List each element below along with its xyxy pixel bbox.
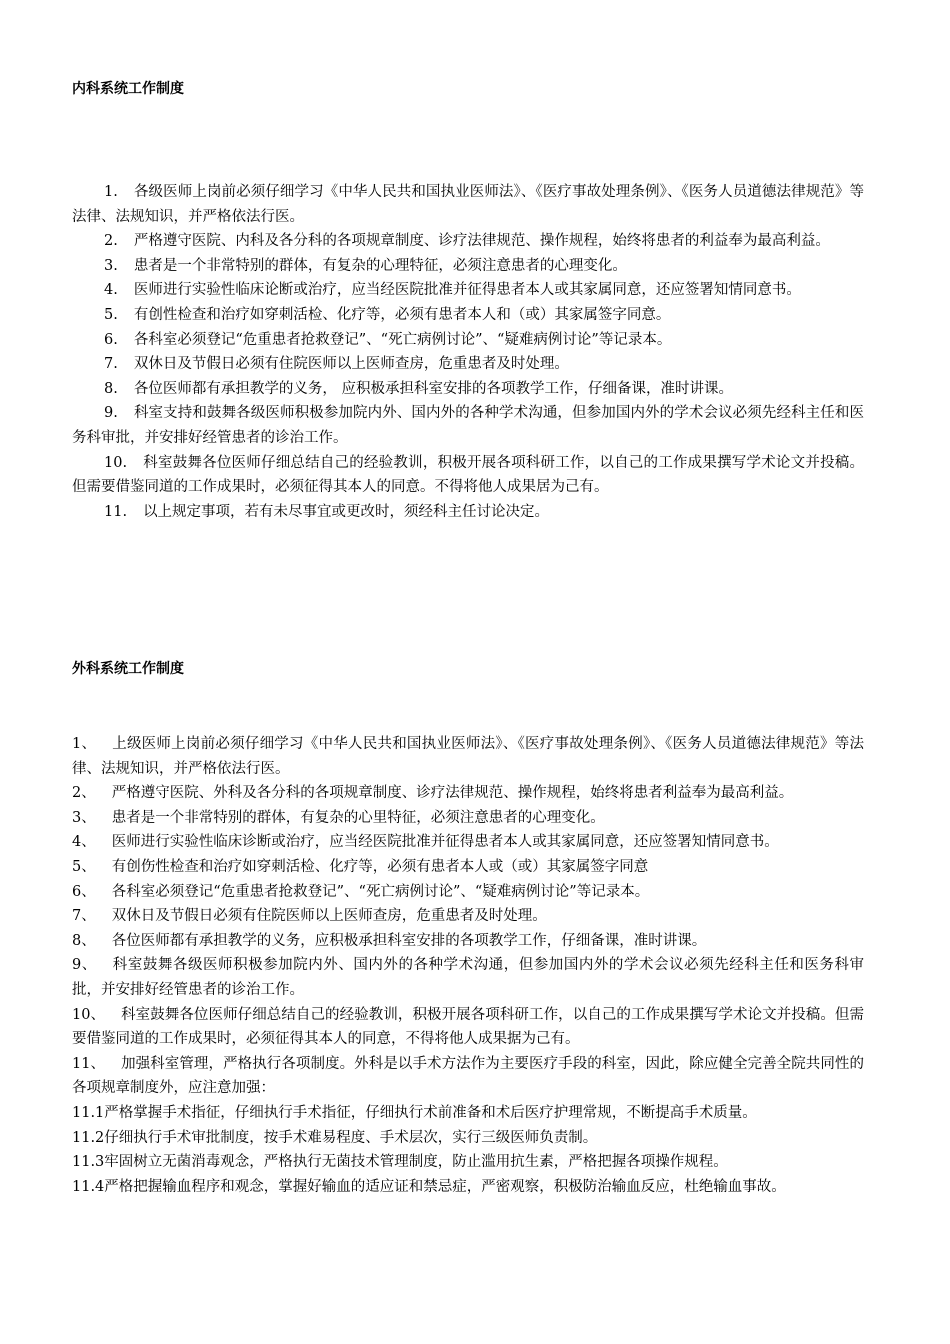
rule-number: 11.3 [72, 1154, 105, 1171]
rule-number: 1. [104, 184, 118, 200]
rule-number: 5. [104, 306, 118, 323]
rule-item [72, 451, 864, 500]
rule-subitem [72, 1150, 864, 1175]
rule-number: 9. [104, 405, 118, 422]
rule-text: 双休日及节假日必须有住院医师以上医师查房，危重患者及时处理。 [133, 356, 569, 373]
rule-number: 6、 [72, 883, 96, 900]
rule-text: 各科室必须登记“危重患者抢救登记”、“死亡病例讨论”、“疑难病例讨论”等记录本。 [111, 883, 650, 900]
rule-number: 3. [104, 257, 118, 274]
rule-number: 8、 [72, 932, 96, 949]
rule-number: 1、 [72, 736, 97, 752]
rule-text: 有创伤性检查和治疗如穿刺活检、化疗等，必须有患者本人或（或）其家属签字同意 [111, 858, 649, 875]
rule-item [72, 303, 864, 328]
rule-item [72, 254, 864, 279]
rule-number: 11. [104, 503, 128, 520]
rule-item [72, 328, 864, 353]
rule-number: 10. [104, 454, 128, 471]
rule-text: 各位医师都有承担教学的义务， 应积极承担科室安排的各项教学工作，仔细备课，准时讲课。 [133, 380, 733, 397]
rule-number: 7. [104, 356, 118, 373]
rule-item [72, 732, 864, 781]
rule-item [72, 180, 864, 229]
section-title-surgery: 外科系统工作制度 [72, 661, 184, 677]
rule-item [72, 781, 864, 806]
rule-item [72, 806, 864, 831]
rule-number: 11.4 [72, 1178, 105, 1195]
rule-item [72, 953, 864, 1002]
rule-item [72, 1003, 864, 1052]
rule-text: 以上规定事项，若有未尽事宜或更改时，须经科主任讨论决定。 [143, 503, 550, 520]
rule-item [72, 377, 864, 402]
rule-number: 4. [104, 282, 118, 299]
rule-number: 8. [104, 380, 118, 397]
rule-item [72, 401, 864, 450]
rule-number: 10、 [72, 1006, 106, 1023]
rule-number: 2、 [72, 785, 96, 802]
rule-text: 有创性检查和治疗如穿刺活检、化疗等，必须有患者本人和（或）其家属签字同意。 [133, 306, 671, 323]
rule-number: 3、 [72, 809, 96, 826]
rule-text: 双休日及节假日必须有住院医师以上医师查房，危重患者及时处理。 [111, 908, 547, 925]
rule-number: 11.2 [72, 1129, 105, 1146]
rule-text: 科室鼓舞各位医师仔细总结自己的经验教训，积极开展各项科研工作，以自己的工作成果撰写学术论文并投稿。但需要借鉴同道的工作成果时，必须征得其本人的同意。不得将他人成果居为己有。 [72, 454, 864, 496]
rule-subitem [72, 1175, 864, 1200]
rule-number: 9、 [72, 957, 97, 974]
rule-item [72, 352, 864, 377]
rule-item [72, 830, 864, 855]
rule-text: 医师进行实验性临床诊断或治疗，应当经医院批准并征得患者本人或其家属同意，还应签署知情同意书。 [111, 834, 779, 851]
rule-item [72, 1052, 864, 1101]
rule-number: 4、 [72, 834, 96, 851]
rule-text: 严格遵守医院、外科及各分科的各项规章制度、诊疗法律规范、操作规程，始终将患者利益奉为最高利益。 [111, 785, 794, 802]
rule-item [72, 500, 864, 525]
rule-number: 11、 [72, 1055, 106, 1072]
rule-text: 患者是一个非常特别的群体，有复杂的心理特征，必须注意患者的心理变化。 [133, 257, 627, 274]
rule-text: 科室鼓舞各位医师仔细总结自己的经验教训，积极开展各项科研工作，以自己的工作成果撰写学术论文并投稿。但需要借鉴同道的工作成果时，必须征得其本人的同意，不得将他人成果据为己有。 [72, 1006, 864, 1048]
rule-text: 严格掌握手术指征，仔细执行手术指征，仔细执行术前准备和术后医疗护理常规，不断提高手术质量。 [104, 1104, 757, 1121]
rule-item [72, 880, 864, 905]
rule-text: 各科室必须登记“危重患者抢救登记”、“死亡病例讨论”、“疑难病例讨论”等记录本。 [133, 331, 672, 348]
rule-item [72, 855, 864, 880]
rule-text: 各位医师都有承担教学的义务，应积极承担科室安排的各项教学工作，仔细备课，准时讲课。 [111, 932, 707, 949]
internal-medicine-rules [72, 180, 864, 524]
section-title-internal-medicine: 内科系统工作制度 [72, 81, 184, 97]
rule-text: 科室支持和鼓舞各级医师积极参加院内外、国内外的各种学术沟通，但参加国内外的学术会议必须先经科主任和医务科审批，并安排好经管患者的诊治工作。 [72, 405, 864, 446]
rule-text: 严格遵守医院、内科及各分科的各项规章制度、诊疗法律规范、操作规程，始终将患者的利益奉为最高利益。 [133, 233, 830, 250]
rule-text: 各级医师上岗前必须仔细学习《中华人民共和国执业医师法》、《医疗事故处理条例》、《医务人员道德法律规范》等法律、法规知识，并严格依法行医。 [72, 184, 864, 225]
rule-number: 7、 [72, 908, 96, 925]
rule-text: 患者是一个非常特别的群体，有复杂的心里特征，必须注意患者的心理变化。 [111, 809, 605, 826]
rule-item [72, 904, 864, 929]
rule-text: 上级医师上岗前必须仔细学习《中华人民共和国执业医师法》、《医疗事故处理条例》、《医务人员道德法律规范》等法律、法规知识，并严格依法行医。 [72, 736, 864, 777]
rule-text: 医师进行实验性临床论断或治疗，应当经医院批准并征得患者本人或其家属同意，还应签署知情同意书。 [133, 282, 801, 299]
rule-item [72, 929, 864, 954]
rule-number: 6. [104, 331, 118, 348]
surgery-rules [72, 732, 864, 1199]
rule-text: 严格把握输血程序和观念，掌握好输血的适应证和禁忌症，严密观察，积极防治输血反应，杜绝输血事故。 [104, 1178, 786, 1195]
rule-item [72, 278, 864, 303]
rule-subitem [72, 1101, 864, 1126]
rule-number: 11.1 [72, 1104, 105, 1121]
rule-text: 仔细执行手术审批制度，按手术难易程度、手术层次，实行三级医师负责制。 [104, 1129, 598, 1146]
rule-text: 科室鼓舞各级医师积极参加院内外、国内外的各种学术沟通，但参加国内外的学术会议必须先经科主任和医务科审批，并安排好经管患者的诊治工作。 [72, 957, 864, 998]
rule-number: 2. [104, 233, 118, 250]
rule-text: 加强科室管理，严格执行各项制度。外科是以手术方法作为主要医疗手段的科室，因此，除应健全完善全院共同性的各项规章制度外，应注意加强： [72, 1055, 864, 1097]
rule-subitem [72, 1126, 864, 1151]
rule-number: 5、 [72, 858, 96, 875]
rule-item [72, 229, 864, 254]
rule-text: 牢固树立无菌消毒观念，严格执行无菌技术管理制度，防止滥用抗生素，严格把握各项操作规程。 [104, 1154, 728, 1171]
